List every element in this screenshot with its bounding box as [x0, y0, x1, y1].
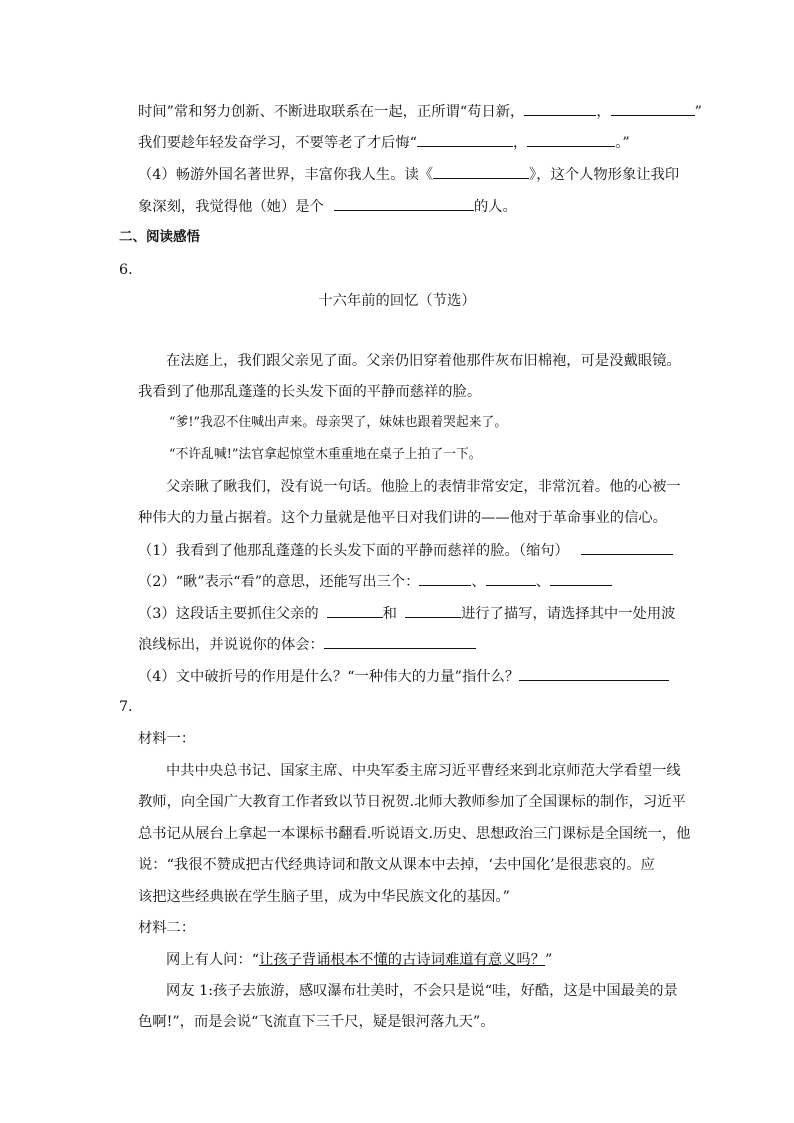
q5-line1-text: 时间”常和努力创新、不断进取联系在一起，正所谓“苟日新， [138, 104, 525, 120]
material2-question-prefix: 网上有人问：“ [166, 952, 260, 968]
separator: ， [512, 135, 528, 151]
material2-answer-line1: 网友 1:孩子去旅游，感叹瀑布壮美时，不会只是说“哇，好酷，这是中国最美的景 [166, 983, 678, 999]
q6-question-3-line2-text: 浪线标出，并说说你的体会： [138, 637, 324, 653]
material1-label: 材料一： [138, 731, 196, 747]
passage-para1-line1: 在法庭上，我们跟父亲见了面。父亲仍旧穿着他那件灰布旧棉袍，可是没戴眼镜。 [166, 353, 681, 369]
passage-para3: “不许乱喊!”法官拿起惊堂木重重地在桌子上拍了一下。 [169, 447, 482, 462]
answer-blank[interactable] [417, 132, 513, 147]
q6-question-3-line2 [138, 634, 476, 655]
q6-question-3-text: （3）这段话主要抓住父亲的 [138, 606, 319, 622]
q5-item4 [138, 164, 679, 185]
answer-blank[interactable] [433, 164, 529, 179]
q5-item4-line2-text: 象深刻，我觉得他（她）是个 [138, 199, 324, 215]
q5-line2-text: 我们要趁年轻发奋学习，不要等老了才后悔“ [138, 135, 417, 151]
answer-blank[interactable] [405, 603, 461, 618]
material1-line1: 中共中央总书记、国家主席、中央军委主席习近平曹经来到北京师范大学看望一线 [166, 763, 681, 779]
passage-para2: “爹!”我忍不住喊出声来。母亲哭了，妹妹也跟着哭起来了。 [169, 415, 508, 430]
q5-item4-line2-end: 的人。 [473, 199, 517, 215]
answer-blank[interactable] [611, 101, 695, 116]
q5-item4-text: （4）畅游外国名著世界，丰富你我人生。读《 [138, 167, 434, 183]
answer-blank[interactable] [581, 540, 673, 555]
q6-question-4-text: （4）文中破折号的作用是什么？“一种伟大的力量”指什么？ [138, 669, 520, 685]
passage-para1-line2: 我看到了他那乱蓬蓬的长头发下面的平静而慈祥的脸。 [138, 384, 482, 400]
material2-label: 材料二： [138, 920, 196, 936]
answer-blank[interactable] [486, 571, 536, 586]
q6-question-3-text-end: 进行了描写，请选择其中一处用波 [460, 606, 676, 622]
q6-question-1-text: （1）我看到了他那乱蓬蓬的长头发下面的平静而慈祥的脸。（缩句） [138, 543, 569, 559]
answer-blank[interactable] [519, 666, 669, 681]
passage-para4-line1: 父亲瞅了瞅我们，没有说一句话。他脸上的表情非常安定，非常沉着。他的心被一 [166, 479, 681, 495]
material2-question-underlined: 让孩子背诵根本不懂的古诗词难道有意义吗？ [259, 952, 546, 968]
close-quote: 。” [615, 135, 630, 151]
q5-line2 [138, 132, 630, 153]
answer-blank[interactable] [550, 571, 612, 586]
material1-line2: 教师，向全国广大教育工作者致以节日祝贺.北师大教师参加了全国课标的制作，习近平 [138, 794, 686, 810]
q6-question-3-and: 和 [382, 606, 397, 622]
question-number-7: 7． [119, 699, 143, 715]
answer-blank[interactable] [334, 196, 474, 211]
q6-question-4 [138, 666, 669, 687]
answer-blank[interactable] [324, 634, 476, 649]
q5-line1 [138, 101, 702, 122]
material2-answer-line2: 色啊!”，而是会说“飞流直下三千尺，疑是银河落九天”。 [138, 1014, 495, 1030]
answer-blank[interactable] [524, 101, 596, 116]
q6-question-3 [138, 603, 675, 624]
q6-question-2-text: （2）“瞅”表示“看”的意思，还能写出三个： [138, 574, 420, 590]
question-number-6: 6． [119, 262, 143, 278]
material2-question [166, 950, 552, 970]
material2-question-suffix: ” [545, 952, 553, 968]
q5-item4-line2 [138, 196, 517, 217]
close-quote: ” [694, 104, 702, 120]
answer-blank[interactable] [419, 571, 471, 586]
answer-blank[interactable] [527, 132, 615, 147]
passage-para4-line2: 种伟大的力量占据着。这个力量就是他平日对我们讲的——他对于革命事业的信心。 [138, 510, 667, 526]
passage-title: 十六年前的回忆（节选） [318, 293, 476, 309]
material1-line4: 说：“我很不赞成把古代经典诗词和散文从课本中去掉，‘去中国化’是很悲哀的。应 [138, 857, 655, 873]
q6-question-1 [138, 540, 673, 561]
separator: ， [596, 104, 611, 120]
separator: 、 [471, 574, 486, 590]
q5-item4-text-end: 》，这个人物形象让我印 [529, 167, 680, 183]
answer-blank[interactable] [327, 603, 383, 618]
material1-line5: 该把这些经典嵌在学生脑子里，成为中华民族文化的基因。” [138, 889, 510, 905]
material1-line3: 总书记从展台上拿起一本课标书翻看.听说语文.历史、思想政治三门课标是全国统一，他 [138, 826, 691, 842]
section-heading: 二、阅读感悟 [119, 229, 200, 245]
separator: 、 [535, 574, 550, 590]
q6-question-2 [138, 571, 612, 592]
